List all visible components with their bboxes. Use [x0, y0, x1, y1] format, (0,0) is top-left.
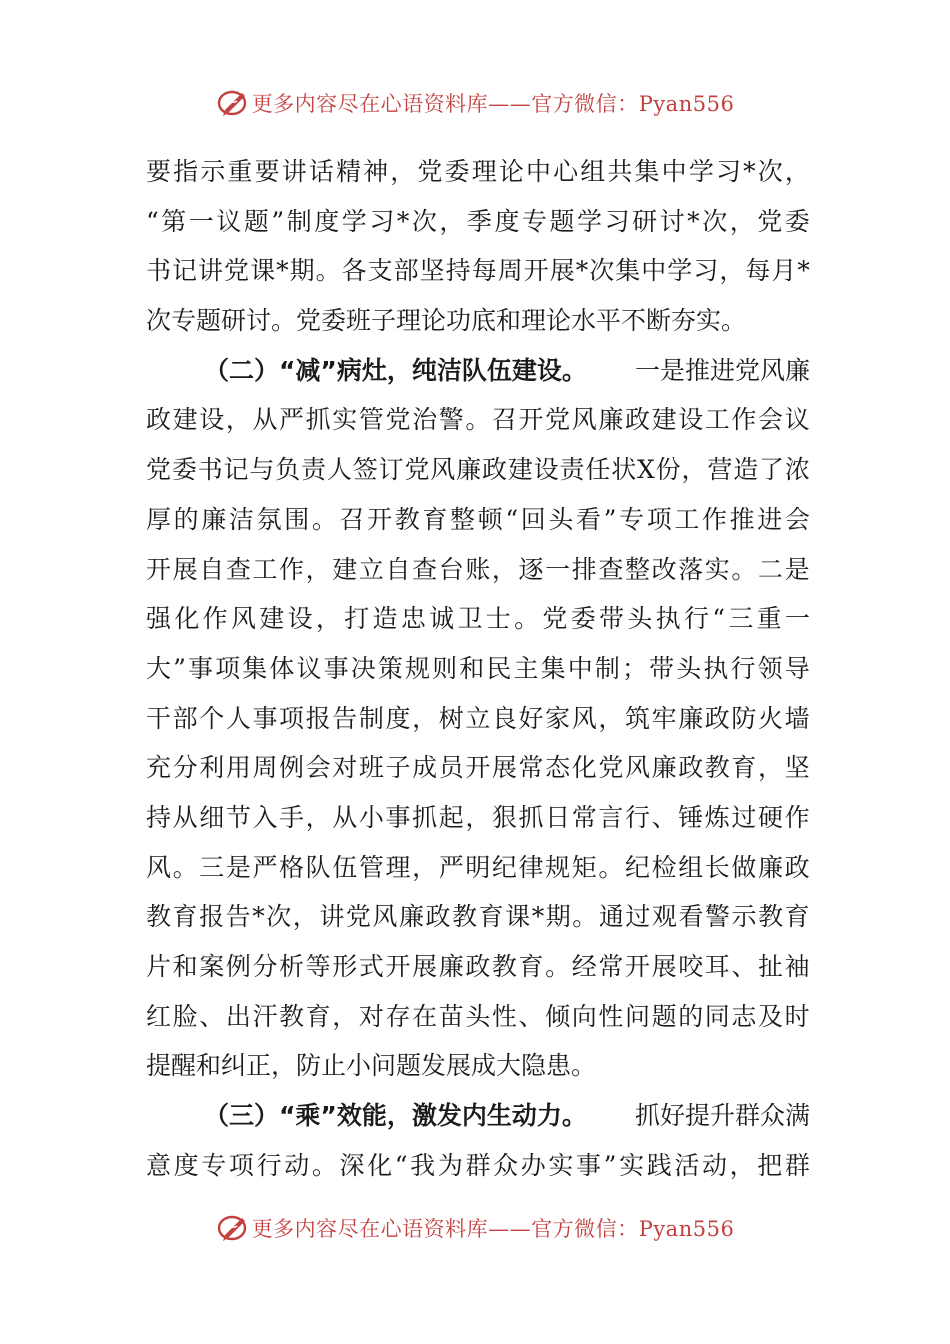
banner-wechat-id: Pyan556: [638, 1217, 735, 1241]
text-line: 意 度 专 项 行 动 。 深 化 “ 我 为 群 众 办 实 事 ” 实 践 活 动 ， 把 群: [146, 1150, 810, 1180]
text-line: 开 展 自 查 工 作 ， 建 立 自 查 台 账 ， 逐 一 排 查 整 改 落 实 。 二 是: [146, 554, 810, 584]
pen-logo-icon: [216, 1211, 250, 1245]
pen-logo-icon: [216, 86, 250, 120]
banner-title: 更多内容尽在心语资料库: [251, 1217, 489, 1241]
text-line: “ 第 一 议 题 ” 制 度 学 习 * 次 ， 季 度 专 题 学 习 研 讨 * 次 ， 党 委: [146, 206, 810, 236]
banner-text: [252, 1213, 735, 1243]
section-heading-line: [146, 346, 810, 396]
text-line: 次专题研讨。党委班子理论功底和理论水平不断夯实。: [146, 306, 747, 336]
text-line: 党 委 书 记 与 负 责 人 签 订 党 风 廉 政 建 设 责 任 状 X 份 ， 营 造 了 浓: [146, 455, 810, 485]
text-line: 要 指 示 重 要 讲 话 精 神 ， 党 委 理 论 中 心 组 共 集 中 学 习 * 次 ，: [146, 157, 810, 186]
banner-wechat-label: 官方微信：: [531, 92, 639, 116]
footer-watermark-banner: [0, 1208, 950, 1248]
text-line: 充 分 利 用 周 例 会 对 班 子 成 员 开 展 常 态 化 党 风 廉 政 教 育 ， 坚: [146, 753, 810, 783]
banner-separator: ——: [488, 1217, 532, 1241]
text-line: 风 。 三 是 严 格 队 伍 管 理 ， 严 明 纪 律 规 矩 。 纪 检 组 长 做 廉 政: [146, 852, 810, 882]
banner-separator: ——: [488, 92, 532, 116]
text-fragment: 一是推进党风廉: [634, 355, 810, 385]
text-fragment: 抓好提升群众满: [634, 1101, 810, 1131]
banner-wechat-label: 官方微信：: [531, 1217, 639, 1241]
text-line: 干 部 个 人 事 项 报 告 制 度 ， 树 立 良 好 家 风 ， 筑 牢 廉 政 防 火 墙: [146, 703, 810, 733]
text-line: 书 记 讲 党 课 * 期 。 各 支 部 坚 持 每 周 开 展 * 次 集 中 学 习 ， 每 月 *: [146, 256, 810, 286]
text-line: 红 脸 、 出 汗 教 育 ， 对 存 在 苗 头 性 、 倾 向 性 问 题 的 同 志 及 时: [146, 1001, 810, 1031]
text-line: 厚 的 廉 洁 氛 围 。 召 开 教 育 整 顿 “ 回 头 看 ” 专 项 工 作 推 进 会: [146, 504, 810, 534]
text-line: 强 化 作 风 建 设 ， 打 造 忠 诚 卫 士 。 党 委 带 头 执 行 “ 三 重 一: [146, 604, 810, 634]
text-line: 大 ” 事 项 集 体 议 事 决 策 规 则 和 民 主 集 中 制 ； 带 头 执 行 领 导: [146, 653, 810, 683]
banner-wechat-id: Pyan556: [638, 92, 735, 116]
text-line: 政 建 设 ， 从 严 抓 实 管 党 治 警 。 召 开 党 风 廉 政 建 设 工 作 会 议: [146, 405, 810, 435]
banner-text: [252, 88, 735, 118]
text-line: 持 从 细 节 入 手 ， 从 小 事 抓 起 ， 狠 抓 日 常 言 行 、 锤 炼 过 硬 作: [146, 802, 810, 832]
banner-title: 更多内容尽在心语资料库: [251, 92, 489, 116]
text-line: 教 育 报 告 * 次 ， 讲 党 风 廉 政 教 育 课 * 期 。 通 过 观 看 警 示 教 育: [146, 902, 810, 932]
section-heading: （三）“乘”效能，激发内生动力。: [204, 1101, 587, 1131]
text-line: 提醒和纠正，防止小问题发展成大隐患。: [146, 1051, 597, 1081]
section-heading-line: [146, 1091, 810, 1141]
document-body: [146, 147, 810, 1190]
section-heading: （二）“减”病灶，纯洁队伍建设。: [204, 355, 587, 385]
header-watermark-banner: [0, 83, 950, 123]
text-line: 片 和 案 例 分 析 等 形 式 开 展 廉 政 教 育 。 经 常 开 展 咬 耳 、 扯 袖: [146, 952, 810, 981]
